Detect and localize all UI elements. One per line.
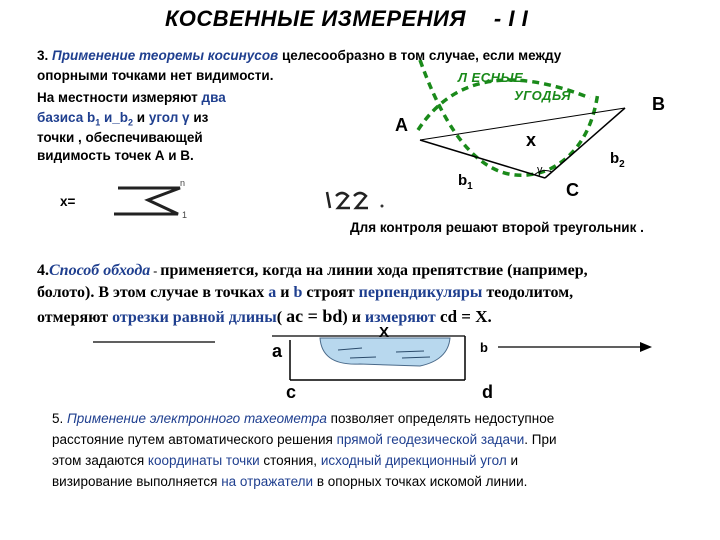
b1-letter: b xyxy=(458,172,468,189)
s3-line3-a: На местности измеряют xyxy=(37,90,202,105)
s4-equation: ac = bd xyxy=(286,306,343,326)
s5-line3-c: стояния, xyxy=(259,453,321,468)
s5-line1-rest: позволяет определять недоступное xyxy=(326,411,555,426)
traverse-arrowhead xyxy=(640,342,652,352)
b2-letter: b xyxy=(610,150,620,167)
forest-label-1: Л ЕСНЫЕ xyxy=(458,70,524,85)
s4-method-name: Способ обхода xyxy=(49,262,151,279)
section3-line3 xyxy=(37,88,226,108)
s3-basis-sub1: 1 xyxy=(95,117,101,128)
s3-line1-rest: целесообразно в том случае, если между xyxy=(278,48,562,63)
b1-sub: 1 xyxy=(467,181,473,192)
s4-measure: измеряют xyxy=(364,309,436,326)
b2-label xyxy=(610,150,625,170)
s5-line3-a: этом задаются xyxy=(52,453,148,468)
s5-line4-a: визирование выполняется xyxy=(52,474,222,489)
s4-cd-equation: cd = X. xyxy=(435,307,492,326)
formula-lower-index: 1 xyxy=(182,210,188,220)
point-b-label: В xyxy=(652,94,665,114)
s4-line1-rest: применяется, когда на линии хода препятствие (например, xyxy=(160,262,588,279)
formula-dot xyxy=(381,205,384,208)
s5-line2-a: расстояние путем автоматического решения xyxy=(52,432,337,447)
gamma-label: γ xyxy=(537,164,543,176)
s4-line2-a: болото). В этом случае в точках xyxy=(37,284,269,301)
b1-label xyxy=(458,172,473,192)
dg-point-c: c xyxy=(286,382,297,402)
s5-reflectors: на отражатели xyxy=(221,474,314,489)
dg-point-d: d xyxy=(482,382,493,402)
sigma-symbol xyxy=(114,188,180,214)
s4-theodolite: теодолитом, xyxy=(482,284,574,301)
s5-line2-c: . При xyxy=(524,432,557,447)
s4-point-a: а xyxy=(268,284,277,301)
formula-x-label: x= xyxy=(60,194,76,209)
s5-topic: Применение электронного тахеометра xyxy=(67,411,327,426)
s4-measure-out: отмеряют xyxy=(37,309,113,326)
section4-line2 xyxy=(37,284,573,302)
s4-and-measure: ) и xyxy=(342,309,365,326)
s3-basis: базиса b xyxy=(37,110,96,125)
s3-and: и xyxy=(133,110,149,125)
b2-sub: 2 xyxy=(619,159,625,170)
section5-line2 xyxy=(52,429,557,450)
section3-line5: точки , обеспечивающей xyxy=(37,130,203,145)
dg-x: X xyxy=(379,324,390,341)
section3-line1 xyxy=(37,46,561,66)
s4-paren: ( xyxy=(276,309,287,326)
s3-basis-sub2: 2 xyxy=(128,117,134,128)
s3-num: 3. xyxy=(37,48,53,63)
s5-num: 5. xyxy=(52,411,68,426)
swamp-obstacle xyxy=(320,338,450,366)
control-note: Для контроля решают второй треугольник . xyxy=(350,220,644,235)
section5-line4 xyxy=(52,471,527,492)
section3-line6: видимость точек А и В. xyxy=(37,148,194,163)
s4-and: и xyxy=(276,284,294,301)
s4-dash: - xyxy=(150,264,161,278)
section3-line2: опорными точками нет видимости. xyxy=(37,68,274,83)
s4-build: строят xyxy=(302,284,359,301)
s4-equal-segments: отрезки равной длины xyxy=(112,309,277,326)
point-c-label: С xyxy=(566,180,579,200)
dg-point-a: a xyxy=(272,341,283,361)
dg-point-b: b xyxy=(480,340,488,355)
s5-coords: координаты точки xyxy=(147,453,260,468)
x-label: x xyxy=(526,130,537,150)
section4-line1 xyxy=(37,262,588,280)
section4-line3 xyxy=(37,306,492,327)
s4-num: 4. xyxy=(37,262,49,279)
point-a-label: А xyxy=(395,115,408,135)
s3-line3-b: два xyxy=(201,90,226,105)
s5-direct-task: прямой геодезической задачи xyxy=(336,432,525,447)
title-suffix: - I I xyxy=(493,6,529,31)
s3-angle: угол γ xyxy=(148,110,190,125)
forest-label-2: УГОДЬЯ xyxy=(514,88,572,103)
s4-perpendiculars: перпендикуляры xyxy=(358,284,483,301)
formula-term xyxy=(327,192,368,208)
s4-point-b: b xyxy=(293,284,303,301)
s3-from: из xyxy=(189,110,209,125)
s3-basis-b2: и_b xyxy=(100,110,129,125)
section5-line1 xyxy=(52,408,554,429)
s5-azimuth: исходный дирекционный угол xyxy=(320,453,507,468)
s5-line4-c: в опорных точках искомой линии. xyxy=(313,474,528,489)
formula-upper-index: n xyxy=(180,178,186,188)
section5-line3 xyxy=(52,450,518,471)
title-main: КОСВЕННЫЕ ИЗМЕРЕНИЯ xyxy=(165,6,466,31)
s5-line3-e: и xyxy=(506,453,519,468)
s3-topic: Применение теоремы косинусов xyxy=(52,48,279,63)
